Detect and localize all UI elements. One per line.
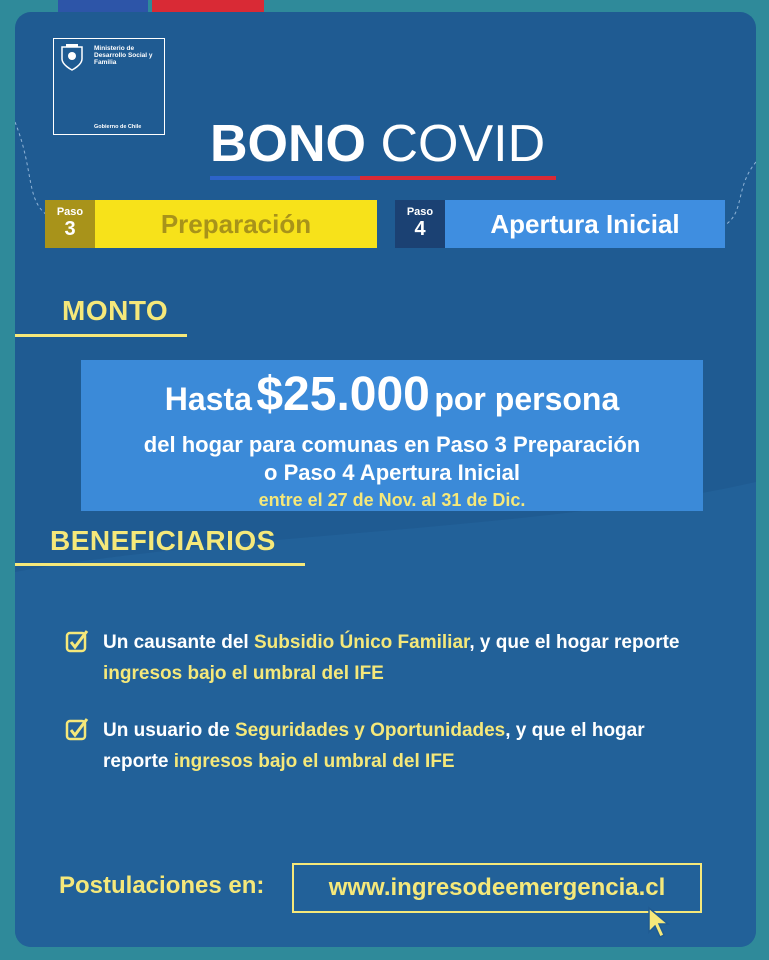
amount-detail-1: del hogar para comunas en Paso 3 Preparación [143,432,641,457]
beneficiary-highlight-income: ingresos bajo el umbral del IFE [103,663,384,684]
beneficiary-highlight-program: Subsidio Único Familiar [254,632,470,653]
poster-card [15,12,756,947]
step-4-number [395,200,445,248]
beneficiarios-heading-underline [15,563,305,566]
step-4-paso: Paso [406,206,434,218]
beneficiary-highlight-program: Seguridades y Oportunidades [234,720,506,741]
step-3-digit: 3 [64,218,76,240]
beneficiary-text [103,627,693,689]
step-3-label: Preparación [95,200,377,248]
title-light: COVID [380,115,546,173]
beneficiary-text-c: , y que el hogar reporte [469,632,680,653]
amount-dates: entre el 27 de Nov. al 31 de Dic. [258,490,526,510]
check-icon [65,717,89,741]
page-title [210,114,570,174]
beneficiary-text-a: Un causante del [103,632,254,653]
ministry-name: Ministerio de Desarrollo Social y Familia [94,45,153,66]
title-bold: BONO [210,115,366,173]
amount-prefix: Hasta [164,381,252,417]
beneficiary-text-c: , y que el hogar reporte [103,720,645,772]
amount-value: $25.000 [256,368,430,421]
title-underline-red [360,176,556,180]
check-icon [65,629,89,653]
coat-of-arms-icon [60,43,84,71]
beneficiary-highlight-income: ingresos bajo el umbral del IFE [173,751,455,772]
amount-detail-2: o Paso 4 Apertura Inicial [264,460,520,485]
beneficiary-text [103,715,693,777]
monto-heading: MONTO [62,295,169,326]
amount-box [81,360,703,511]
government-name: Gobierno de Chile [94,124,142,130]
cursor-icon [647,906,673,940]
url-box[interactable] [292,863,702,913]
ministry-logo [53,38,165,135]
step-4-badge [395,200,725,248]
postulaciones-link[interactable]: www.ingresodeemergencia.cl [328,874,666,901]
step-3-badge [45,200,377,248]
step-3-paso: Paso [56,206,84,218]
step-4-digit: 4 [414,218,426,240]
amount-suffix: por persona [434,381,620,417]
step-3-number [45,200,95,248]
title-underline-blue [210,176,360,180]
monto-heading-underline [15,334,187,337]
postulaciones-label: Postulaciones en: [59,872,265,899]
step-4-label: Apertura Inicial [445,200,725,248]
beneficiarios-heading: BENEFICIARIOS [50,525,276,556]
beneficiary-text-a: Un usuario de [103,720,235,741]
amount-line [81,370,703,431]
